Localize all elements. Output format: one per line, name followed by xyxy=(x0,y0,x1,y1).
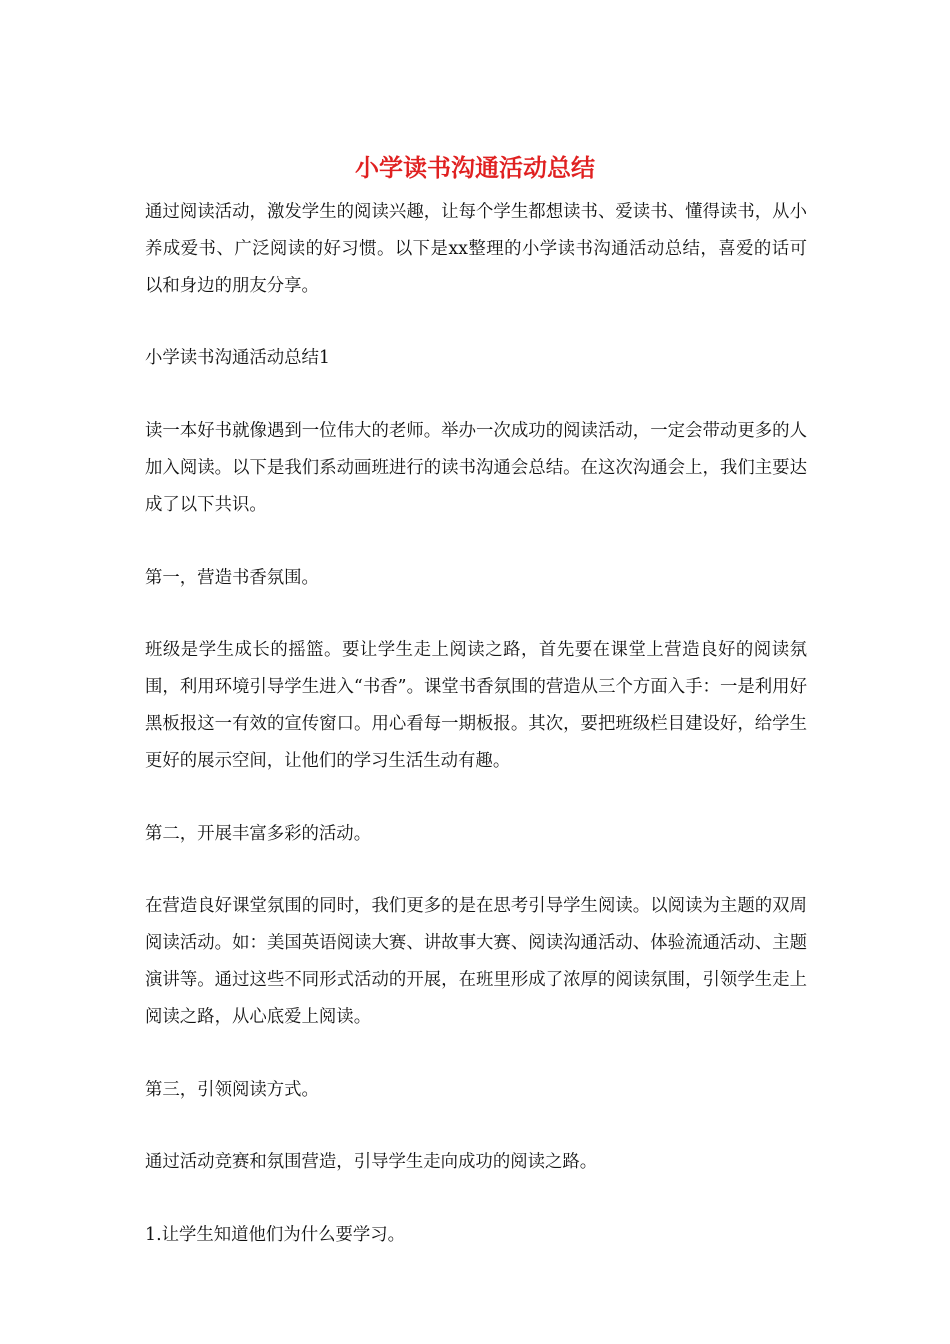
point-heading-2: 第二，开展丰富多彩的活动。 xyxy=(145,823,372,844)
point-heading-1: 第一，营造书香氛围。 xyxy=(145,567,319,588)
document-title: 小学读书沟通活动总结 xyxy=(355,153,595,182)
paragraph: 读一本好书就像遇到一位伟大的老师。举办一次成功的阅读活动，一定会带动更多的人加入阅读。以下是我们系动画班进行的读书沟通会总结。在这次沟通会上，我们主要达成了以下共识。 xyxy=(145,421,807,515)
paragraph: 在营造良好课堂氛围的同时，我们更多的是在思考引导学生阅读。以阅读为主题的双周阅读活动。如：美国英语阅读大赛、讲故事大赛、阅读沟通活动、体验流通活动、主题演讲等。通过这些不同形式活动的开展，在班里形成了浓厚的阅读氛围，引领学生走上阅读之路，从心底爱上阅读。 xyxy=(145,896,807,1027)
point-heading-3: 第三，引领阅读方式。 xyxy=(145,1079,319,1100)
paragraph: 班级是学生成长的摇篮。要让学生走上阅读之路，首先要在课堂上营造良好的阅读氛围，利用环境引导学生进入“书香”。课堂书香氛围的营造从三个方面入手：一是利用好黑板报这一有效的宣传窗口。用心看每一期板报。其次，要把班级栏目建设好，给学生更好的展示空间，让他们的学习生活生动有趣。 xyxy=(145,640,807,771)
intro-paragraph: 通过阅读活动，激发学生的阅读兴趣，让每个学生都想读书、爱读书、懂得读书，从小养成爱书、广泛阅读的好习惯。以下是xx整理的小学读书沟通活动总结，喜爱的话可以和身边的朋友分享。 xyxy=(145,202,807,296)
paragraph: 通过活动竞赛和氛围营造，引导学生走向成功的阅读之路。 xyxy=(145,1152,598,1173)
section-heading: 小学读书沟通活动总结1 xyxy=(145,348,330,369)
list-item: 1.让学生知道他们为什么要学习。 xyxy=(145,1225,406,1246)
document-body xyxy=(145,194,807,1254)
